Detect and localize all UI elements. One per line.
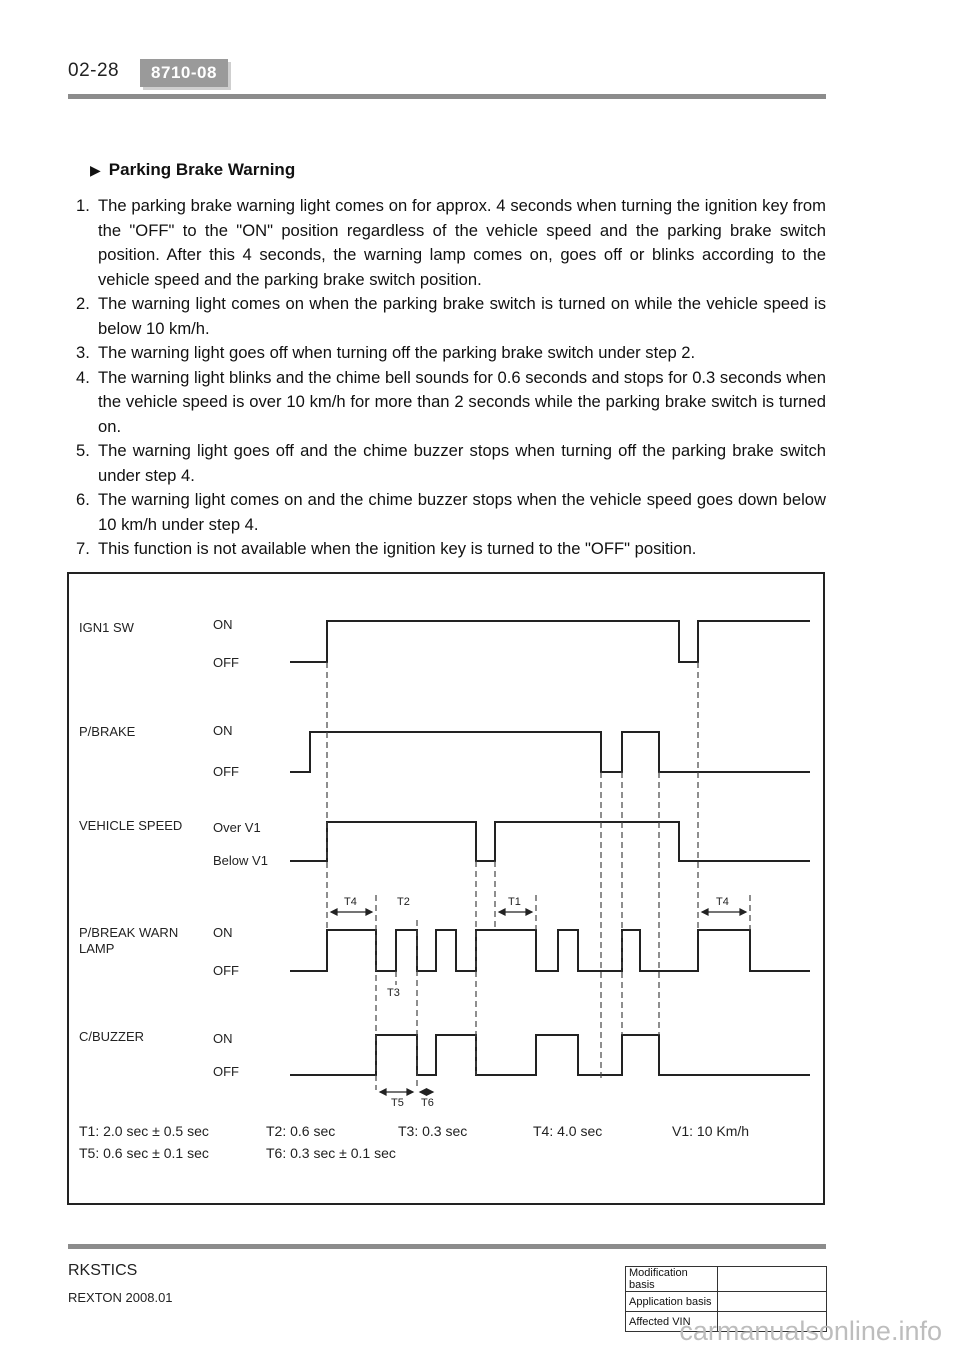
legend-item: T1: 2.0 sec ± 0.5 sec — [79, 1123, 209, 1139]
state-low-label: OFF — [213, 655, 239, 670]
state-low-label: OFF — [213, 1064, 239, 1079]
page-number: 02-28 — [68, 60, 120, 81]
watermark: carmanualsonline.info — [679, 1316, 942, 1346]
section-code-badge: 8710-08 — [140, 59, 228, 87]
section-title: Parking Brake Warning — [108, 160, 296, 179]
table-row — [626, 1292, 827, 1312]
legend-item: T5: 0.6 sec ± 0.1 sec — [79, 1145, 209, 1161]
state-low-label: Below V1 — [213, 853, 268, 868]
waveform-pbrake — [290, 732, 810, 772]
signal-label-vehicle-speed: VEHICLE SPEED — [79, 818, 183, 833]
list-item: 4. The warning light blinks and the chime bell sounds for 0.6 seconds and stops for 0.3 seconds when the vehicle speed is over 10 km/h for more than 2 seconds while the parking brake switch is turned on. — [76, 367, 826, 436]
signal-label-pbrake: P/BRAKE — [79, 724, 136, 739]
interval-label-t4: T4 — [716, 896, 729, 908]
list-item: 6. The warning light comes on and the chime buzzer stops when the vehicle speed goes down below 10 km/h under step 4. — [76, 490, 826, 534]
state-high-label: ON — [213, 925, 233, 940]
interval-label-t5: T5 — [391, 1097, 404, 1109]
waveform-buzzer — [290, 1035, 810, 1075]
waveform-warn-lamp — [290, 930, 810, 971]
triangle-bullet-icon: ▶ — [90, 161, 101, 178]
footer-model: REXTON 2008.01 — [68, 1290, 173, 1305]
signal-label-warn-lamp-2: LAMP — [79, 941, 115, 956]
state-low-label: OFF — [213, 963, 239, 978]
table-row — [626, 1267, 827, 1292]
signal-label-buzzer: C/BUZZER — [79, 1029, 144, 1044]
state-high-label: ON — [213, 723, 233, 738]
interval-label-t3: T3 — [387, 987, 400, 999]
state-high-label: Over V1 — [213, 820, 261, 835]
signal-label-warn-lamp: P/BREAK WARN — [79, 925, 179, 940]
footer-brand: RKSTICS — [68, 1262, 138, 1279]
interval-label-t2: T2 — [397, 896, 410, 908]
interval-label-t4: T4 — [344, 896, 357, 908]
footer-rule — [68, 1244, 826, 1249]
waveform-ign1 — [290, 621, 810, 662]
table-cell: Affected VIN — [626, 1312, 718, 1332]
list-item: 3. The warning light goes off when turning off the parking brake switch under step 2. — [76, 343, 696, 362]
legend-item: T6: 0.3 sec ± 0.1 sec — [266, 1145, 396, 1161]
interval-label-t6: T6 — [421, 1097, 434, 1109]
state-low-label: OFF — [213, 764, 239, 779]
list-item: 2. The warning light comes on when the parking brake switch is turned on while the vehicle speed is below 10 km/h. — [76, 294, 826, 338]
legend-item: T2: 0.6 sec — [266, 1123, 336, 1139]
list-item: 1. The parking brake warning light comes on for approx. 4 seconds when turning the ignition key from the "OFF" to the "ON" position regardless of the vehicle speed and the parking brake switch position. After this 4 seconds, the warning lamp comes on, goes off or blinks according to the vehicle speed and the parking brake switch position. — [76, 196, 826, 289]
list-item: 7. This function is not available when the ignition key is turned to the "OFF" position. — [76, 539, 697, 558]
legend-item: T4: 4.0 sec — [533, 1123, 603, 1139]
waveform-vehicle-speed — [290, 822, 810, 861]
legend-item: T3: 0.3 sec — [398, 1123, 468, 1139]
interval-label-t1: T1 — [508, 896, 521, 908]
state-high-label: ON — [213, 1031, 233, 1046]
signal-label-ign1: IGN1 SW — [79, 620, 134, 635]
list-item: 5. The warning light goes off and the chime buzzer stops when turning off the parking brake switch under step 4. — [76, 441, 826, 485]
legend-item: V1: 10 Km/h — [672, 1123, 750, 1139]
table-cell: Modification basis — [626, 1267, 718, 1292]
table-cell: Application basis — [626, 1292, 718, 1312]
state-high-label: ON — [213, 617, 233, 632]
